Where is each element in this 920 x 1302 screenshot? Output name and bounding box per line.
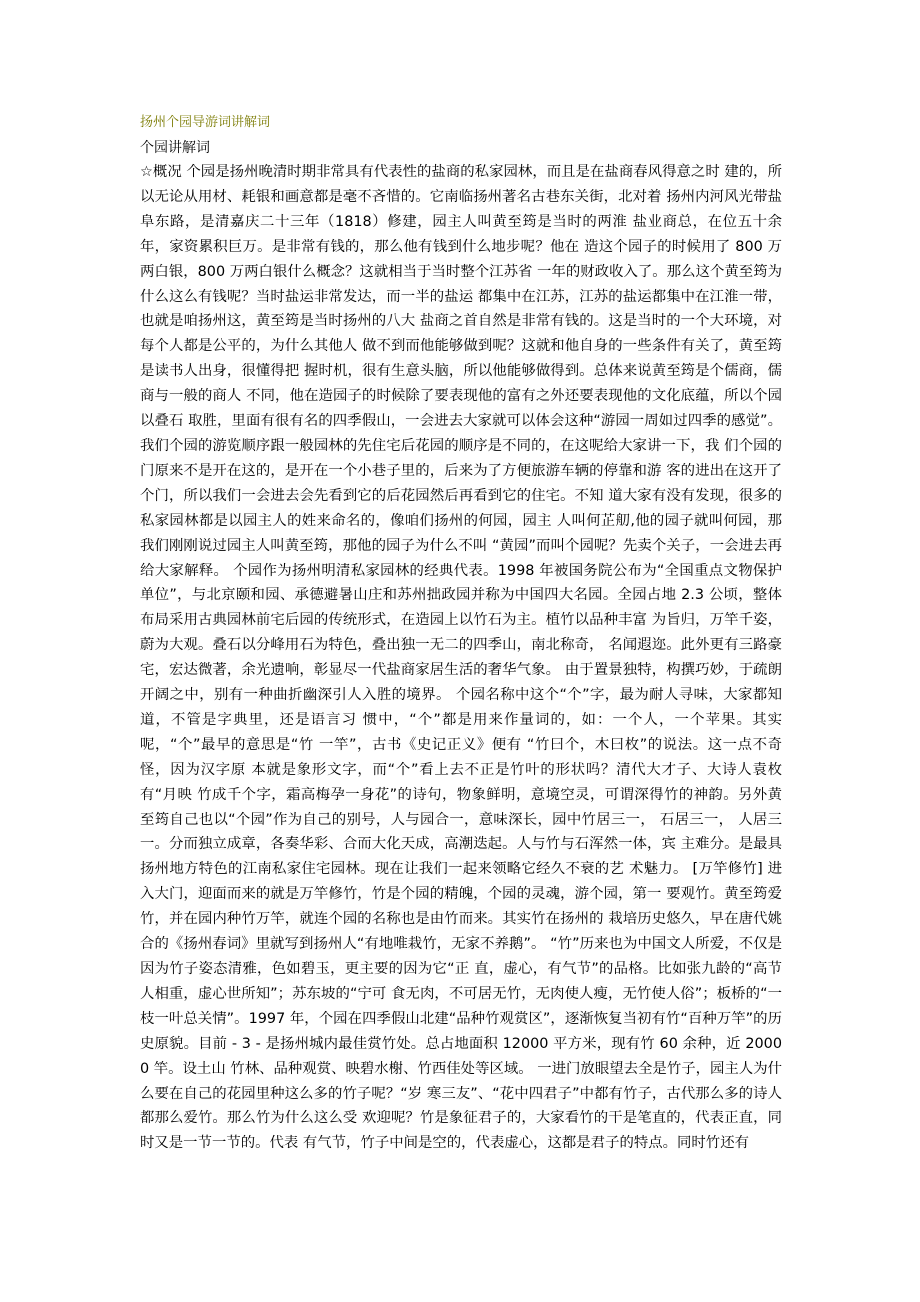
document-subtitle: 个园讲解词: [140, 140, 210, 156]
document-body-text: ☆概况 个园是扬州晚清时期非常具有代表性的盐商的私家园林，而且是在盐商春风得意之时 建的，所以无论从用材、耗银和画意都是毫不吝惜的。它南临扬州著名古巷东关街，北对着 扬州内河风光带盐阜东路，是清嘉庆二十三年（1818）修建，园主人叫黄至筠是当时的两淮 盐业商总，在位五十余年，家资累积巨万。是非常有钱的，那么他有钱到什么地步呢？他在 造这个园子的时候用了 800 万两白银，800 万两白银什么概念？这就相当于当时整个江苏省 一年的财政收入了。那么这个黄至筠为什么这么有钱呢？当时盐运非常发达，而一半的盐运 都集中在江苏，江苏的盐运都集中在江淮一带，也就是咱扬州这，黄至筠是当时扬州的八大 盐商之首自然是非常有钱的。这是当时的一个大环境，对每个人都是公平的，为什么其他人 做不到而他能够做到呢？这就和他自身的一些条件有关了，黄至筠是读书人出身，很懂得把 握时机，很有生意头脑，所以他能够做得到。总体来说黄至筠是个儒商，儒商与一般的商人 不同，他在造园子的时候除了要表现他的富有之外还要表现他的文化底蕴，所以个园以叠石 取胜，里面有很有名的四季假山，一会进去大家就可以体会这种“游园一周如过四季的感觉”。 我们个园的游览顺序跟一般园林的先住宅后花园的顺序是不同的，在这呢给大家讲一下，我 们个园的门原来不是开在这的，是开在一个小巷子里的，后来为了方便旅游车辆的停靠和游 客的进出在这开了个门，所以我们一会进去会先看到它的后花园然后再看到它的住宅。不知 道大家有没有发现，很多的私家园林都是以园主人的姓来命名的，像咱们扬州的何园，园主 人叫何芷舠,他的园子就叫何园，那我们刚刚说过园主人叫黄至筠，那他的园子为什么不叫 “黄园”而叫个园呢？先卖个关子，一会进去再给大家解释。 个园作为扬州明清私家园林的经典代表。1998 年被国务院公布为“全国重点文物保护 单位”，与北京颐和园、承德避暑山庄和苏州拙政园并称为中国四大名园。全园占地 2.3 公顷，整体布局采用古典园林前宅后园的传统形式，在造园上以竹石为主。植竹以品种丰富 为旨归，万竿千姿，蔚为大观。叠石以分峰用石为特色，叠出独一无二的四季山，南北称奇， 名闻遐迩。此外更有三路豪宅，宏达微著，余光遗响，彰显尽一代盐商家居生活的奢华气象。 由于置景独特，构撰巧妙，于疏朗开阔之中，别有一种曲折幽深引人入胜的境界。 个园名称中这个“个”字，最为耐人寻味，大家都知道，不管是字典里，还是语言习 惯中，“个”都是用来作量词的，如：一个人，一个苹果。其实呢，“个”最早的意思是“竹 一竿”，古书《史记正义》便有 “竹曰个，木曰枚”的说法。这一点不奇怪，因为汉字原 本就是象形文字，而“个”看上去不正是竹叶的形状吗？清代大才子、大诗人袁枚有“月映 竹成千个字，霜高梅孕一身花”的诗句，物象鲜明，意境空灵，可谓深得竹的神韵。另外黄 至筠自己也以“个园”作为自己的别号，人与园合一，意味深长，园中竹居三一， 石居三一， 人居三一。分而独立成章，各奏华彩、合而大化天成，高潮迭起。人与竹与石浑然一体，宾 主难分。是最具扬州地方特色的江南私家住宅园林。现在让我们一起来领略它经久不衰的艺 术魅力。 [万竿修竹] 进入大门，迎面而来的就是万竿修竹，竹是个园的精魄，个园的灵魂，游个园，第一 要观竹。黄至筠爱竹，并在园内种竹万竿，就连个园的名称也是由竹而来。其实竹在扬州的 栽培历史悠久，早在唐代姚合的《扬州春词》里就写到扬州人“有地唯栽竹，无家不养鹅”。 “竹”历来也为中国文人所爱，不仅是因为竹子姿态清雅，色如碧玉，更主要的因为它“正 直，虚心，有气节”的品格。比如张九龄的“高节人相重，虚心世所知”；苏东坡的“宁可 食无肉，不可居无竹，无肉使人瘦，无竹使人俗”；板桥的“一枝一叶总关情”。1997 年，个园在四季假山北建“品种竹观赏区”，逐渐恢复当初有竹“百种万竿”的历史原貌。目前 - 3 - 是扬州城内最佳赏竹处。总占地面积 12000 平方米，现有竹 60 余种，近 20000 竿。设土山 竹林、品种观赏、映碧水榭、竹西佳处等区域。 一进门放眼望去全是竹子，园主人为什么要在自己的花园里种这么多的竹子呢？“岁 寒三友”、“花中四君子”中都有竹子，古代那么多的诗人都那么爱竹。那么竹为什么这么受 欢迎呢？竹是象征君子的，大家看竹的干是笔直的，代表正直，同时又是一节一节的。代表 有气节，竹子中间是空的，代表虚心，这都是君子的特点。同时竹还有: [140, 164, 782, 1152]
document-page: [140, 112, 782, 1156]
document-title: 扬州个园导游词讲解词: [140, 115, 271, 130]
